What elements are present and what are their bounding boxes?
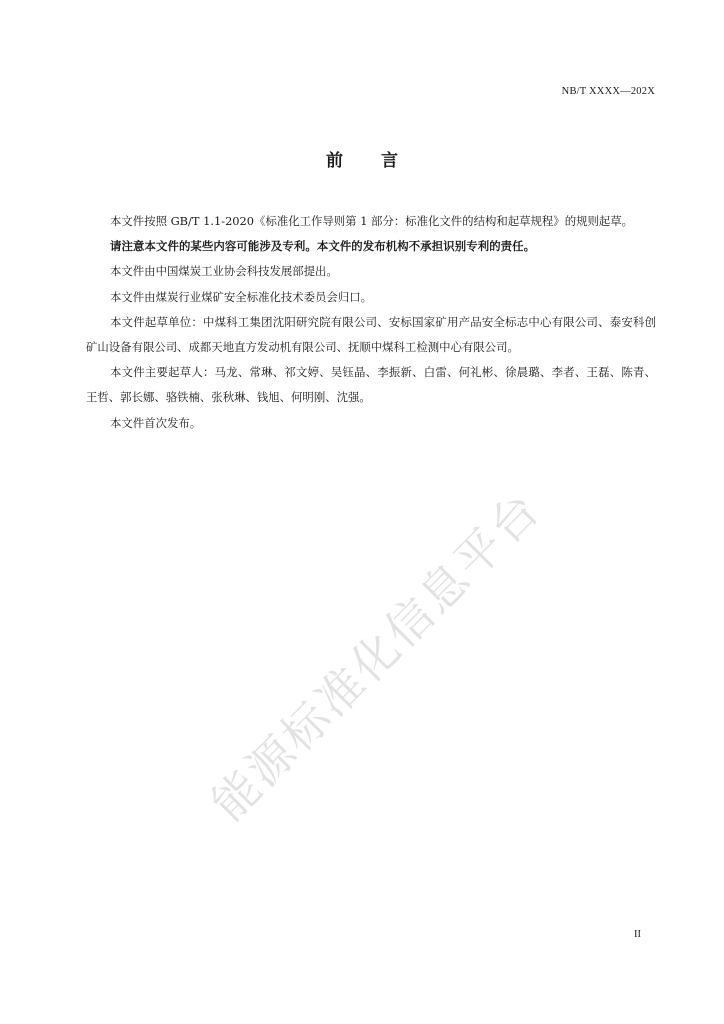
paragraph-drafting-rules: 本文件按照 GB/T 1.1-2020《标准化工作导则第 1 部分：标准化文件的结构和起草规程》的规则起草。 <box>110 214 634 228</box>
paragraph-patent-notice: 请注意本文件的某些内容可能涉及专利。本文件的发布机构不承担识别专利的责任。 <box>110 239 536 254</box>
title-char-1: 前 <box>326 151 343 171</box>
paragraph-drafters: 本文件主要起草人：马龙、常琳、祁文婷、吴钰晶、李振新、白雷、何礼彬、徐晨璐、李者、王磊、陈青、王哲、郭长娜、骆铁楠、张秋琳、钱旭、何明刚、沈强。 <box>86 365 656 405</box>
standard-code: NB/T XXXX—202X <box>561 86 655 97</box>
page-number: II <box>634 929 641 940</box>
paragraph-proposer: 本文件由中国煤炭工业协会科技发展部提出。 <box>110 264 338 279</box>
watermark: 能源标准化信息平台 <box>201 481 552 832</box>
paragraph-first-publication: 本文件首次发布。 <box>110 415 202 430</box>
title-char-2: 言 <box>381 151 398 171</box>
foreword-body <box>86 209 656 436</box>
paragraph-drafting-units: 本文件起草单位：中煤科工集团沈阳研究院有限公司、安标国家矿用产品安全标志中心有限公司、泰安科创矿山设备有限公司、成都天地直方发动机有限公司、抚顺中煤科工检测中心有限公司。 <box>86 314 656 355</box>
paragraph-committee: 本文件由煤炭行业煤矿安全标准化技术委员会归口。 <box>110 289 372 304</box>
page-title <box>0 146 724 171</box>
